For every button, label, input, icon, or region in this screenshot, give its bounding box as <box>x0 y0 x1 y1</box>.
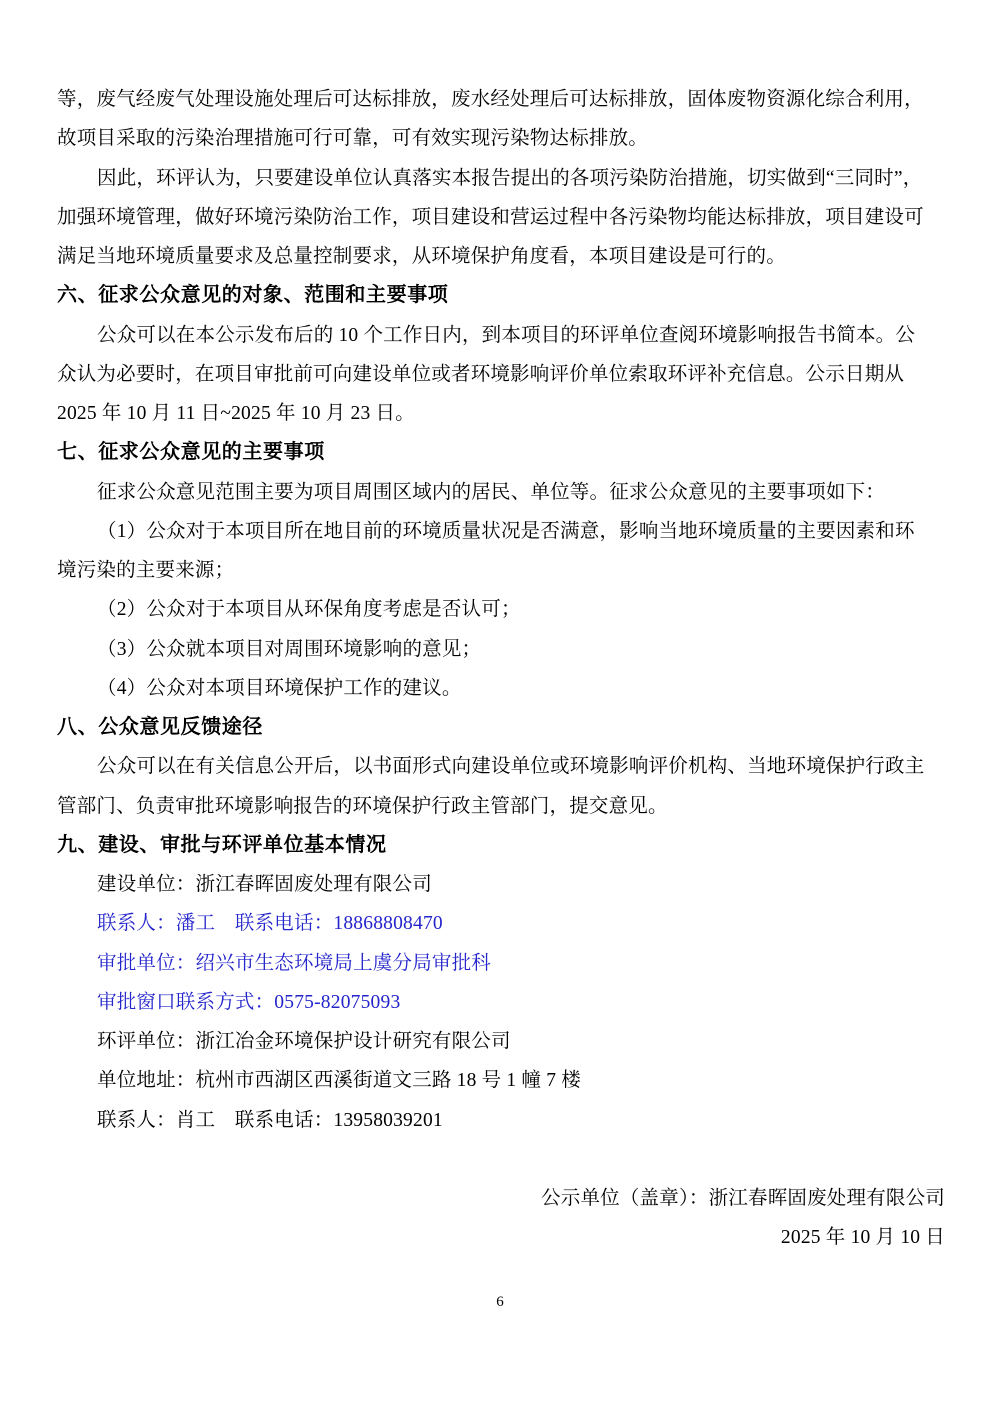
paragraph-line: 建设单位：浙江春晖固废处理有限公司 <box>97 874 432 895</box>
contact-line: 审批单位：绍兴市生态环境局上虞分局审批科 <box>97 952 492 974</box>
paragraph-line: 满足当地环境质量要求及总量控制要求，从环境保护角度看，本项目建设是可行的。 <box>57 246 786 267</box>
contact-line: 联系人：潘工 联系电话：18868808470 <box>97 913 443 935</box>
paragraph-line: 等，废气经废气处理设施处理后可达标排放，废水经处理后可达标排放，固体废物资源化综合利用， <box>57 89 924 110</box>
paragraph-line: （4）公众对本项目环境保护工作的建议。 <box>97 677 462 699</box>
document-body <box>57 80 945 1258</box>
section-heading: 八、公众意见反馈途径 <box>57 716 263 738</box>
paragraph-line: 因此，环评认为，只要建设单位认真落实本报告提出的各项污染防治措施，切实做到“三同时”， <box>97 167 923 189</box>
page-number: 6 <box>496 1294 504 1310</box>
paragraph-line: 征求公众意见范围主要为项目周围区域内的居民、单位等。征求公众意见的主要事项如下： <box>97 481 886 503</box>
section-heading: 七、征求公众意见的主要事项 <box>57 441 325 464</box>
paragraph-line: 众认为必要时，在项目审批前可向建设单位或者环境影响评价单位索取环评补充信息。公示日期从 <box>57 363 905 385</box>
paragraph-line: 2025 年 10 月 11 日~2025 年 10 月 23 日。 <box>57 403 415 424</box>
paragraph-line: 公众可以在有关信息公开后，以书面形式向建设单位或环境影响评价机构、当地环境保护行政主 <box>97 756 925 778</box>
section-heading: 九、建设、审批与环评单位基本情况 <box>57 833 387 856</box>
paragraph-line: 单位地址：杭州市西湖区西溪街道文三路 18 号 1 幢 7 楼 <box>97 1070 581 1092</box>
paragraph-line: 环评单位：浙江冶金环境保护设计研究有限公司 <box>97 1031 511 1052</box>
paragraph-line: 管部门、负责审批环境影响报告的环境保护行政主管部门，提交意见。 <box>57 795 668 817</box>
section-heading: 六、征求公众意见的对象、范围和主要事项 <box>57 284 449 307</box>
paragraph-line: 联系人：肖工 联系电话：13958039201 <box>97 1109 443 1131</box>
paragraph-line: 公众可以在本公示发布后的 10 个工作日内，到本项目的环评单位查阅环境影响报告书简本。公 <box>97 324 916 346</box>
paragraph-line: （1）公众对于本项目所在地目前的环境质量状况是否满意，影响当地环境质量的主要因素和环 <box>97 520 915 542</box>
contact-line: 审批窗口联系方式：0575-82075093 <box>97 991 401 1013</box>
blank-line <box>57 1140 945 1179</box>
closing-line: 2025 年 10 月 10 日 <box>780 1227 945 1249</box>
paragraph-line: （3）公众就本项目对周围环境影响的意见； <box>97 638 482 660</box>
paragraph-line: 加强环境管理，做好环境污染防治工作，项目建设和营运过程中各污染物均能达标排放，项目建设可 <box>57 206 924 228</box>
paragraph-line: 故项目采取的污染治理措施可行可靠，可有效实现污染物达标排放。 <box>57 128 649 150</box>
paragraph-line: （2）公众对于本项目从环保角度考虑是否认可； <box>97 599 521 621</box>
closing-line: 公示单位（盖章）：浙江春晖固废处理有限公司 <box>541 1188 945 1209</box>
paragraph-line: 境污染的主要来源； <box>57 560 235 581</box>
